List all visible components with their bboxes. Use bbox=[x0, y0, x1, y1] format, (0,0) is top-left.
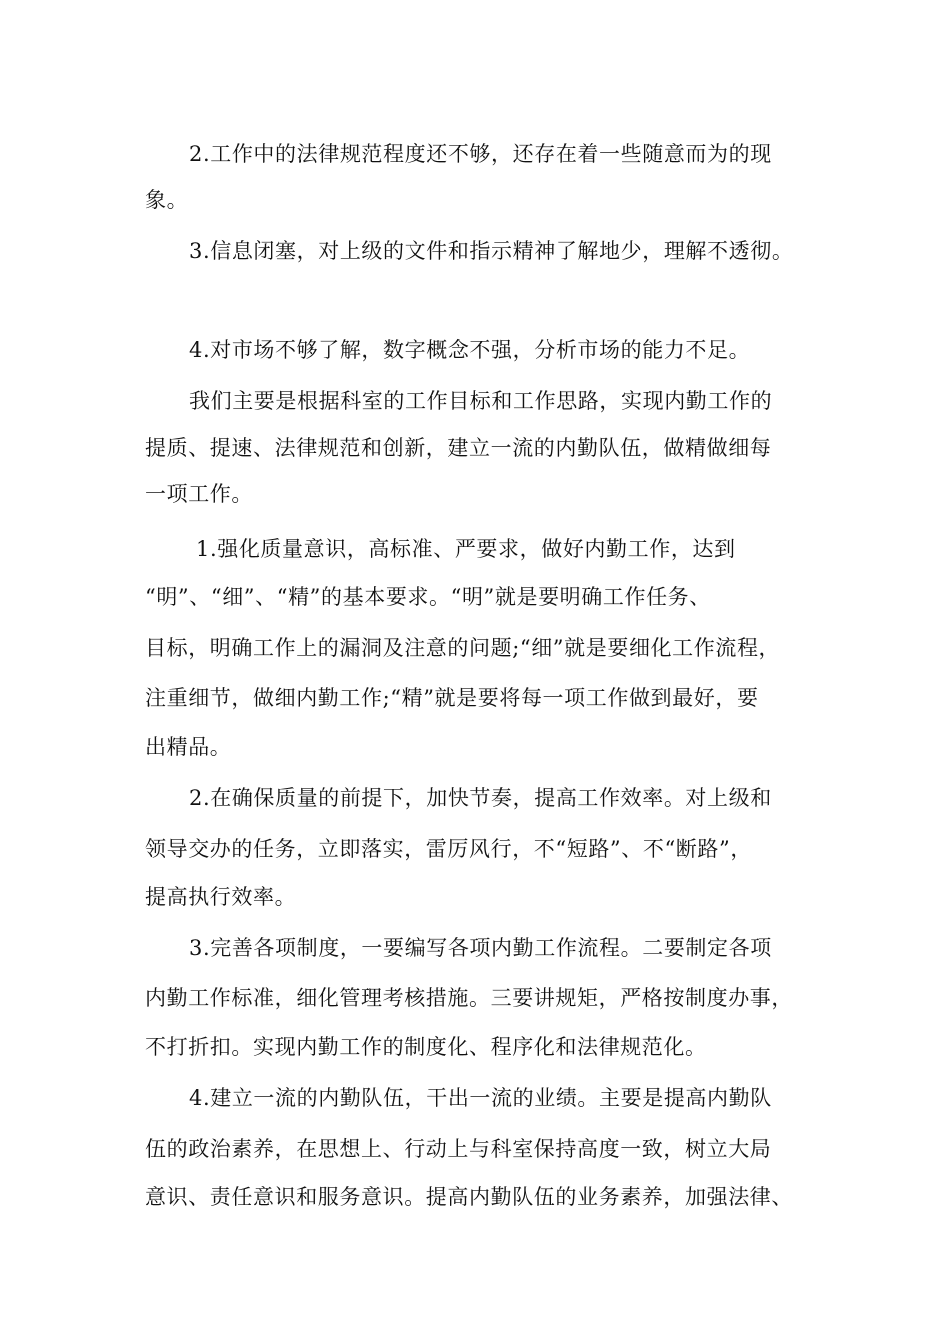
text-line-13: 2.在确保质量的前提下，加快节奏，提高工作效率。对上级和 bbox=[189, 786, 772, 810]
text-line-12: 出精品。 bbox=[145, 735, 232, 759]
text-line-14: 领导交办的任务，立即落实，雷厉风行，不“短路”、不“断路”， bbox=[145, 837, 752, 861]
text-line-7: 一项工作。 bbox=[145, 482, 253, 506]
text-line-2: 象。 bbox=[145, 188, 189, 212]
text-line-9: “明”、“细”、“精”的基本要求。“明”就是要明确工作任务、 bbox=[145, 585, 711, 609]
text-line-6: 提质、提速、法律规范和创新，建立一流的内勤队伍，做精做细每 bbox=[145, 436, 772, 460]
text-line-18: 不打折扣。实现内勤工作的制度化、程序化和法律规范化。 bbox=[145, 1035, 707, 1059]
text-line-21: 意识、责任意识和服务意识。提高内勤队伍的业务素养，加强法律、 bbox=[145, 1185, 793, 1209]
text-line-4: 4.对市场不够了解，数字概念不强，分析市场的能力不足。 bbox=[189, 338, 751, 362]
text-line-8: 1.强化质量意识，高标准、严要求，做好内勤工作，达到 bbox=[196, 537, 736, 561]
text-line-17: 内勤工作标准，细化管理考核措施。三要讲规矩，严格按制度办事， bbox=[145, 986, 793, 1010]
text-line-20: 伍的政治素养，在思想上、行动上与科室保持高度一致，树立大局 bbox=[145, 1137, 772, 1161]
text-line-15: 提高执行效率。 bbox=[145, 885, 297, 909]
text-line-16: 3.完善各项制度，一要编写各项内勤工作流程。二要制定各项 bbox=[189, 936, 772, 960]
text-line-5: 我们主要是根据科室的工作目标和工作思路，实现内勤工作的 bbox=[189, 389, 773, 413]
text-line-3: 3.信息闭塞，对上级的文件和指示精神了解地少，理解不透彻。 bbox=[189, 239, 794, 263]
text-line-19: 4.建立一流的内勤队伍，干出一流的业绩。主要是提高内勤队 bbox=[189, 1086, 772, 1110]
text-line-11: 注重细节，做细内勤工作;“精”就是要将每一项工作做到最好，要 bbox=[145, 686, 759, 710]
text-line-10: 目标，明确工作上的漏洞及注意的问题;“细”就是要细化工作流程， bbox=[145, 636, 781, 660]
text-line-1: 2.工作中的法律规范程度还不够，还存在着一些随意而为的现 bbox=[189, 142, 772, 166]
